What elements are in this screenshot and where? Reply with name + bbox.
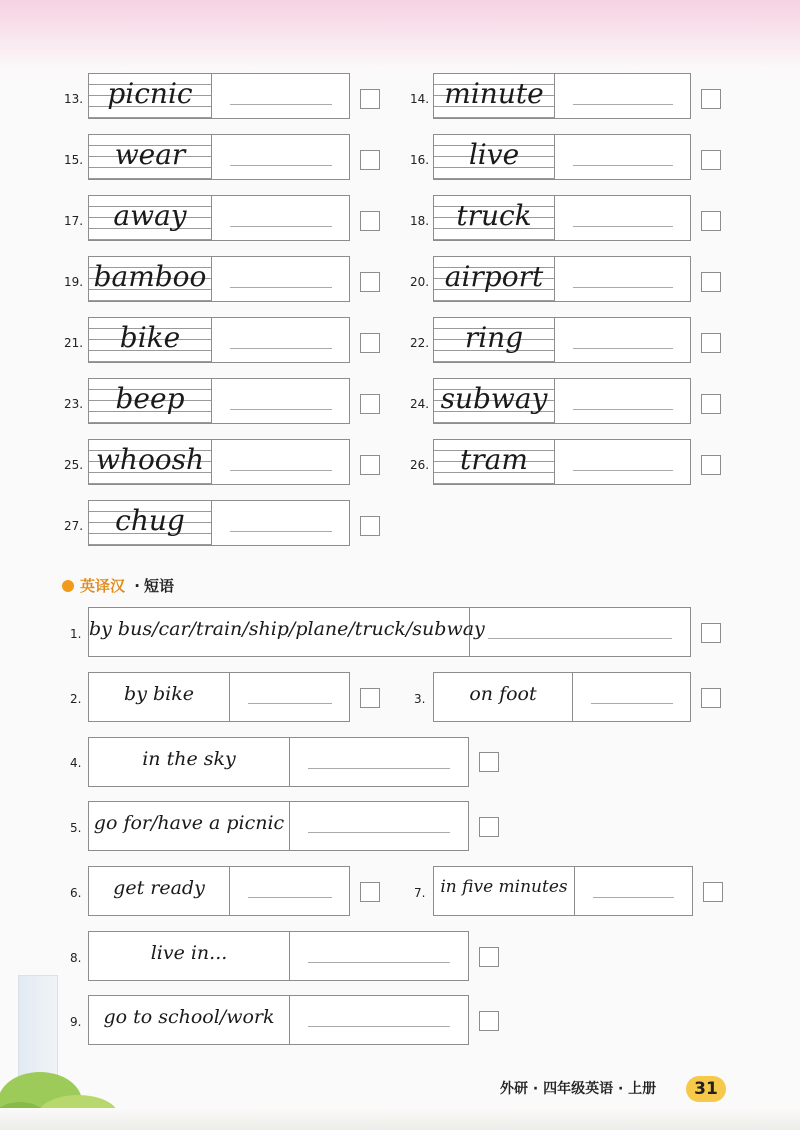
phrase-cell xyxy=(89,996,290,1044)
english-word: beep xyxy=(115,382,185,415)
answer-field[interactable] xyxy=(555,257,691,301)
word-cell xyxy=(89,379,212,423)
english-phrase: by bike xyxy=(124,683,194,705)
bottom-decorative-band xyxy=(0,1108,800,1130)
word-cell xyxy=(434,196,555,240)
item-number: 23. xyxy=(64,397,84,411)
english-word: wear xyxy=(114,138,186,171)
checkbox[interactable] xyxy=(701,272,721,292)
item-number: 5. xyxy=(70,821,82,835)
answer-field[interactable] xyxy=(290,996,468,1040)
section-heading xyxy=(62,575,174,596)
word-card xyxy=(88,378,350,424)
phrase-card xyxy=(88,801,469,851)
word-cell xyxy=(89,74,212,118)
checkbox[interactable] xyxy=(360,882,380,902)
phrase-cell xyxy=(89,738,290,786)
word-cell xyxy=(89,196,212,240)
checkbox[interactable] xyxy=(360,150,380,170)
answer-field[interactable] xyxy=(575,867,692,911)
checkbox[interactable] xyxy=(701,150,721,170)
checkbox[interactable] xyxy=(360,89,380,109)
word-cell xyxy=(434,440,555,484)
word-card xyxy=(88,195,350,241)
item-number: 19. xyxy=(64,275,84,289)
english-word: picnic xyxy=(107,77,193,110)
word-card xyxy=(433,195,691,241)
item-number: 26. xyxy=(410,458,430,472)
english-phrase: in five minutes xyxy=(440,877,568,897)
english-word: live xyxy=(468,138,520,171)
checkbox[interactable] xyxy=(360,394,380,414)
english-word: whoosh xyxy=(95,443,205,476)
answer-field[interactable] xyxy=(212,257,350,301)
word-cell xyxy=(434,379,555,423)
phrase-card xyxy=(88,995,469,1045)
word-card xyxy=(433,317,691,363)
answer-field[interactable] xyxy=(212,379,350,423)
answer-field[interactable] xyxy=(212,135,350,179)
answer-field[interactable] xyxy=(212,501,350,545)
phrase-cell xyxy=(89,802,290,850)
phrase-card xyxy=(433,866,693,916)
word-cell xyxy=(89,501,212,545)
item-number: 2. xyxy=(70,692,82,706)
english-phrase: go to school/work xyxy=(103,1006,275,1028)
checkbox[interactable] xyxy=(701,688,721,708)
answer-field[interactable] xyxy=(555,196,691,240)
item-number: 6. xyxy=(70,886,82,900)
word-card xyxy=(88,500,350,546)
word-card xyxy=(88,134,350,180)
english-word: bike xyxy=(119,321,181,354)
english-phrase: by bus/car/train/ship/plane/truck/subway xyxy=(89,618,485,640)
item-number: 7. xyxy=(414,886,426,900)
item-number: 16. xyxy=(410,153,430,167)
answer-field[interactable] xyxy=(290,738,468,782)
answer-field[interactable] xyxy=(230,867,350,911)
word-cell xyxy=(434,135,555,179)
item-number: 9. xyxy=(70,1015,82,1029)
english-phrase: live in... xyxy=(150,942,228,964)
checkbox[interactable] xyxy=(479,947,499,967)
phrase-card xyxy=(88,737,469,787)
word-card xyxy=(88,317,350,363)
word-cell xyxy=(434,318,555,362)
section-separator: · xyxy=(134,577,140,595)
phrase-cell xyxy=(434,867,575,915)
phrase-card xyxy=(88,672,350,722)
item-number: 14. xyxy=(410,92,430,106)
section-title: 英译汉 xyxy=(80,577,126,595)
english-phrase: in the sky xyxy=(142,748,236,770)
phrase-card xyxy=(433,672,691,722)
english-word: airport xyxy=(444,260,544,293)
page-number: 31 xyxy=(686,1076,726,1102)
answer-field[interactable] xyxy=(555,440,691,484)
orange-dot-icon xyxy=(62,580,74,592)
item-number: 20. xyxy=(410,275,430,289)
checkbox[interactable] xyxy=(701,211,721,231)
item-number: 1. xyxy=(70,627,82,641)
answer-field[interactable] xyxy=(470,608,690,652)
word-cell xyxy=(89,440,212,484)
answer-field[interactable] xyxy=(555,318,691,362)
answer-field[interactable] xyxy=(290,932,468,976)
item-number: 25. xyxy=(64,458,84,472)
item-number: 17. xyxy=(64,214,84,228)
answer-field[interactable] xyxy=(230,673,350,717)
english-word: tram xyxy=(460,443,528,476)
item-number: 22. xyxy=(410,336,430,350)
phrase-cell xyxy=(89,673,230,721)
word-card xyxy=(88,256,350,302)
item-number: 13. xyxy=(64,92,84,106)
item-number: 3. xyxy=(414,692,426,706)
checkbox[interactable] xyxy=(360,211,380,231)
checkbox[interactable] xyxy=(360,516,380,536)
word-card xyxy=(88,73,350,119)
item-number: 18. xyxy=(410,214,430,228)
english-word: chug xyxy=(115,504,185,537)
checkbox[interactable] xyxy=(701,89,721,109)
checkbox[interactable] xyxy=(479,817,499,837)
checkbox[interactable] xyxy=(360,333,380,353)
english-phrase: on foot xyxy=(469,683,537,705)
english-word: away xyxy=(113,199,187,232)
word-card xyxy=(433,256,691,302)
top-decorative-band xyxy=(0,0,800,70)
checkbox[interactable] xyxy=(360,455,380,475)
word-cell xyxy=(89,318,212,362)
answer-field[interactable] xyxy=(555,135,691,179)
checkbox[interactable] xyxy=(701,394,721,414)
word-cell xyxy=(89,135,212,179)
phrase-card xyxy=(88,607,691,657)
answer-field[interactable] xyxy=(290,802,468,846)
english-phrase: get ready xyxy=(113,877,205,899)
word-card xyxy=(433,439,691,485)
answer-field[interactable] xyxy=(573,673,691,717)
word-card xyxy=(433,378,691,424)
phrase-card xyxy=(88,931,469,981)
english-phrase: go for/have a picnic xyxy=(93,812,285,834)
word-cell xyxy=(434,257,555,301)
checkbox[interactable] xyxy=(703,882,723,902)
checkbox[interactable] xyxy=(701,623,721,643)
checkbox[interactable] xyxy=(701,455,721,475)
phrase-cell xyxy=(89,932,290,980)
word-card xyxy=(433,134,691,180)
english-word: ring xyxy=(464,321,524,354)
phrase-cell xyxy=(89,867,230,915)
answer-field[interactable] xyxy=(555,74,691,118)
item-number: 21. xyxy=(64,336,84,350)
item-number: 27. xyxy=(64,519,84,533)
phrase-cell xyxy=(89,608,485,656)
word-card xyxy=(433,73,691,119)
word-cell xyxy=(89,257,212,301)
answer-field[interactable] xyxy=(212,196,350,240)
phrase-cell xyxy=(434,673,573,721)
answer-field[interactable] xyxy=(555,379,691,423)
section-subtitle: 短语 xyxy=(143,577,174,595)
english-word: truck xyxy=(456,199,532,232)
checkbox[interactable] xyxy=(360,272,380,292)
checkbox[interactable] xyxy=(701,333,721,353)
checkbox[interactable] xyxy=(479,1011,499,1031)
english-word: subway xyxy=(440,382,548,415)
checkbox[interactable] xyxy=(479,752,499,772)
answer-field[interactable] xyxy=(212,440,350,484)
answer-field[interactable] xyxy=(212,74,350,118)
checkbox[interactable] xyxy=(360,688,380,708)
word-cell xyxy=(434,74,555,118)
book-title: 外研 · 四年级英语 · 上册 xyxy=(500,1081,657,1097)
item-number: 4. xyxy=(70,756,82,770)
english-word: bamboo xyxy=(93,260,207,293)
english-word: minute xyxy=(444,77,544,110)
answer-field[interactable] xyxy=(212,318,350,362)
word-card xyxy=(88,439,350,485)
phrase-card xyxy=(88,866,350,916)
item-number: 24. xyxy=(410,397,430,411)
item-number: 8. xyxy=(70,951,82,965)
item-number: 15. xyxy=(64,153,84,167)
